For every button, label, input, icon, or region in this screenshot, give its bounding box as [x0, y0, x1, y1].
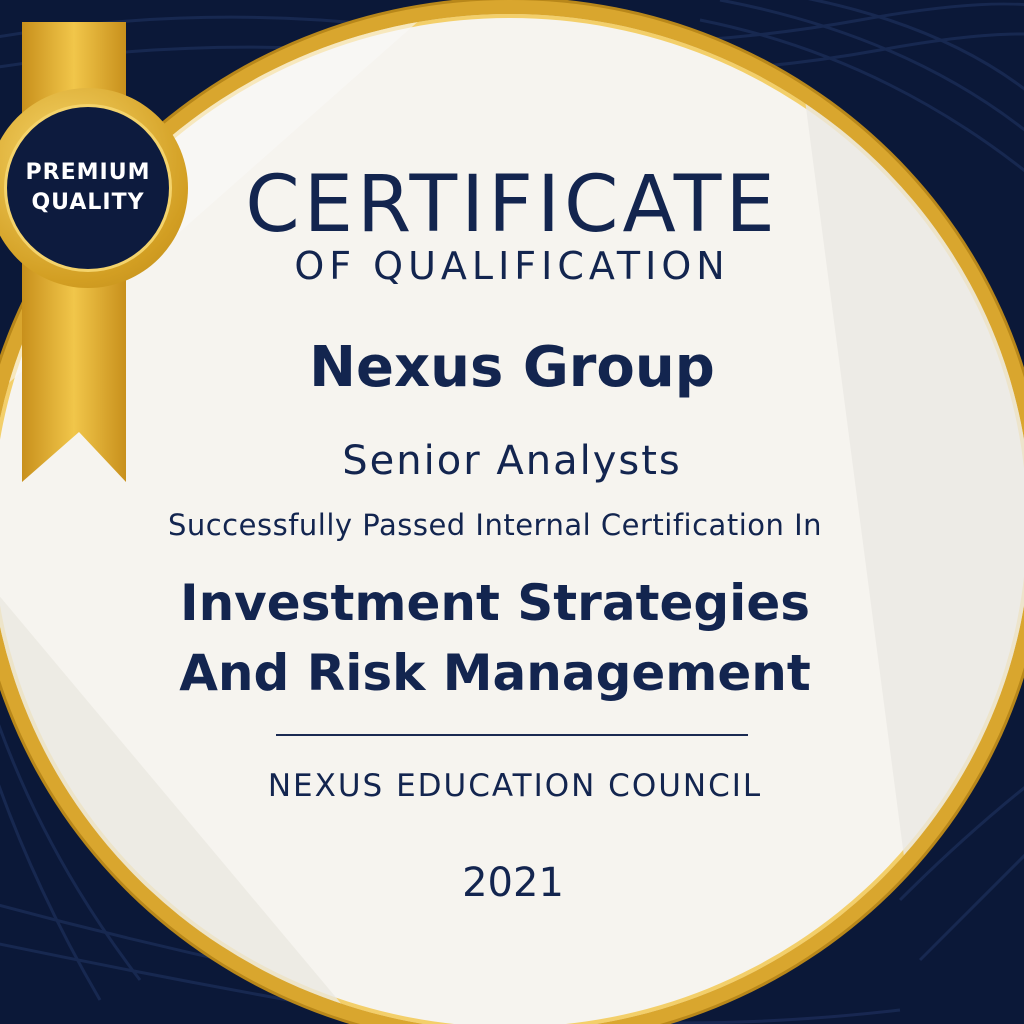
- organization-name: Nexus Group: [309, 335, 715, 400]
- badge-line-1: PREMIUM: [25, 160, 151, 185]
- certificate-year: 2021: [462, 860, 564, 906]
- recipient-role: Senior Analysts: [342, 438, 682, 484]
- certification-statement: Successfully Passed Internal Certification In: [167, 508, 823, 542]
- course-line-1: Investment Strategies: [179, 574, 810, 632]
- issuer-name: NEXUS EDUCATION COUNCIL: [267, 768, 763, 804]
- badge-center: [4, 104, 172, 272]
- certificate-subtitle: OF QUALIFICATION: [294, 244, 730, 288]
- certificate-title: CERTIFICATE: [245, 160, 779, 250]
- signature-divider: [276, 734, 748, 736]
- course-line-2: And Risk Management: [179, 644, 811, 702]
- course-name: [0, 568, 990, 708]
- badge-line-2: QUALITY: [31, 190, 145, 215]
